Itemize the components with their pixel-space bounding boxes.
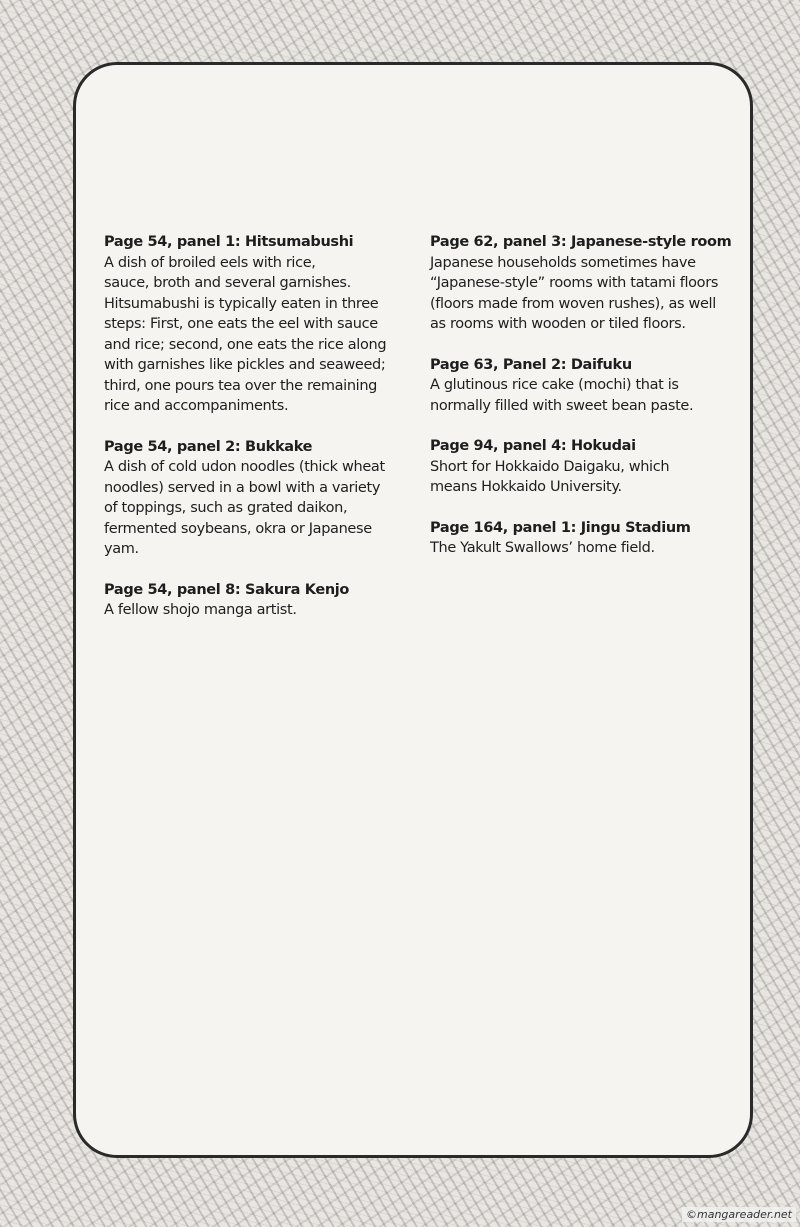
note-line: third, one pours tea over the remaining — [104, 377, 378, 394]
note-line: with garnishes like pickles and seaweed; — [104, 357, 386, 373]
note-hitsumabushi — [104, 232, 414, 417]
note-bukkake — [104, 437, 414, 560]
note-line: as rooms with wooden or tiled floors. — [430, 316, 686, 332]
note-sakura-kenjo — [104, 580, 414, 621]
note-line: sauce, broth and several garnishes. — [104, 275, 351, 291]
note-line: noodles) served in a bowl with a variety — [104, 479, 381, 496]
note-jingu-stadium — [430, 518, 752, 559]
note-daifuku — [430, 355, 752, 417]
note-line: normally filled with sweet bean paste. — [430, 397, 694, 414]
note-line: A dish of cold udon noodles (thick wheat — [104, 459, 385, 475]
note-line: (floors made from woven rushes), as well — [430, 295, 716, 312]
note-line: means Hokkaido University. — [430, 479, 622, 495]
note-line: fermented soybeans, okra or Japanese — [104, 520, 372, 537]
note-japanese-style-room — [430, 232, 752, 335]
note-line: of toppings, such as grated daikon, — [104, 500, 348, 516]
note-line: A glutinous rice cake (mochi) that is — [430, 377, 679, 393]
note-line: “Japanese-style” rooms with tatami floors — [430, 275, 719, 291]
note-line: rice and accompaniments. — [104, 398, 289, 414]
watermark-credit: ©mangareader.net — [682, 1207, 796, 1222]
notes-column-left — [104, 232, 414, 641]
note-line: steps: First, one eats the eel with sauce — [104, 316, 378, 332]
note-title: Page 54, panel 2: Bukkake — [104, 438, 313, 455]
note-line: A dish of broiled eels with rice, — [104, 254, 316, 271]
note-line: A fellow shojo manga artist. — [104, 602, 297, 618]
note-line: The Yakult Swallows’ home field. — [430, 540, 655, 556]
note-line: yam. — [104, 541, 139, 557]
note-title: Page 54, panel 1: Hitsumabushi — [104, 234, 354, 250]
note-title: Page 62, panel 3: Japanese-style room — [430, 234, 732, 250]
note-hokudai — [430, 436, 752, 498]
note-title: Page 63, Panel 2: Daifuku — [430, 356, 632, 373]
note-title: Page 94, panel 4: Hokudai — [430, 438, 636, 454]
note-title: Page 164, panel 1: Jingu Stadium — [430, 519, 691, 536]
note-line: Short for Hokkaido Daigaku, which — [430, 458, 670, 475]
notes-column-right — [430, 232, 752, 579]
note-line: Hitsumabushi is typically eaten in three — [104, 295, 379, 312]
note-line: Japanese households sometimes have — [430, 254, 696, 271]
note-line: and rice; second, one eats the rice along — [104, 336, 387, 353]
note-title: Page 54, panel 8: Sakura Kenjo — [104, 581, 350, 598]
